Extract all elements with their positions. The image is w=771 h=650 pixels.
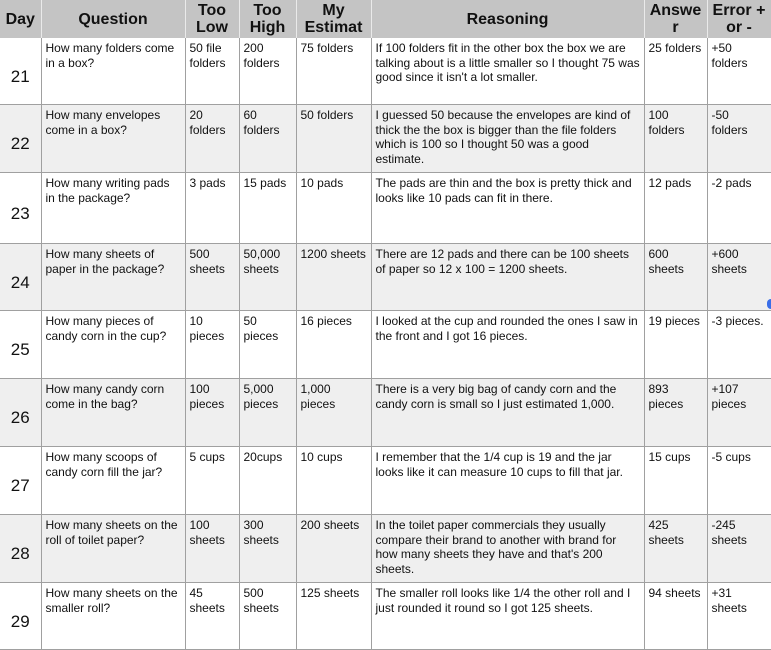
answer-cell: 600 sheets: [644, 244, 707, 311]
reasoning-cell: In the toilet paper commercials they usually compare their brand to another with brand for how many sheets they have and that's 200 sheets.: [371, 515, 644, 583]
too-low-cell: 45 sheets: [185, 583, 239, 650]
too-low-cell: 50 file folders: [185, 38, 239, 105]
error-cell: +31 sheets: [707, 583, 771, 650]
question-cell: How many pieces of candy corn in the cup?: [41, 311, 185, 379]
header-reasoning: Reasoning: [371, 0, 644, 38]
too-low-cell: 3 pads: [185, 173, 239, 244]
too-high-cell: 300 sheets: [239, 515, 296, 583]
table-row: [0, 515, 771, 583]
too-low-cell: 500 sheets: [185, 244, 239, 311]
too-high-cell: 200 folders: [239, 38, 296, 105]
reasoning-cell: There is a very big bag of candy corn and the candy corn is small so I just estimated 1,000.: [371, 379, 644, 447]
error-cell: -3 pieces.: [707, 311, 771, 379]
header-day: Day: [0, 0, 41, 38]
header-answer: Answe r: [644, 0, 707, 38]
error-cell: +600 sheets: [707, 244, 771, 311]
estimate-cell: 200 sheets: [296, 515, 371, 583]
question-cell: How many sheets on the smaller roll?: [41, 583, 185, 650]
estimate-cell: 50 folders: [296, 105, 371, 173]
too-high-cell: 50,000 sheets: [239, 244, 296, 311]
reasoning-cell: I guessed 50 because the envelopes are kind of thick the the box is bigger than the file folders which is 100 so I thought 50 was a good estimate.: [371, 105, 644, 173]
estimate-cell: 1200 sheets: [296, 244, 371, 311]
day-cell: 29: [0, 583, 41, 650]
table-row: [0, 105, 771, 173]
estimate-cell: 10 pads: [296, 173, 371, 244]
reasoning-cell: The smaller roll looks like 1/4 the other roll and I just rounded it round so I got 125 sheets.: [371, 583, 644, 650]
reasoning-cell: If 100 folders fit in the other box the box we are talking about is a little smaller so I thought 75 was good since it isn't a lot smaller.: [371, 38, 644, 105]
day-cell: 22: [0, 105, 41, 173]
too-high-cell: 60 folders: [239, 105, 296, 173]
day-cell: 28: [0, 515, 41, 583]
error-cell: -245 sheets: [707, 515, 771, 583]
answer-cell: 425 sheets: [644, 515, 707, 583]
answer-cell: 25 folders: [644, 38, 707, 105]
estimate-cell: 75 folders: [296, 38, 371, 105]
answer-cell: 100 folders: [644, 105, 707, 173]
answer-cell: 893 pieces: [644, 379, 707, 447]
table-row: [0, 38, 771, 105]
day-cell: 27: [0, 447, 41, 515]
table-row: [0, 244, 771, 311]
error-cell: +50 folders: [707, 38, 771, 105]
reasoning-cell: I looked at the cup and rounded the ones I saw in the front and I got 16 pieces.: [371, 311, 644, 379]
error-cell: +107 pieces: [707, 379, 771, 447]
header-row: [0, 0, 771, 38]
header-error: Error + or -: [707, 0, 771, 38]
too-high-cell: 15 pads: [239, 173, 296, 244]
error-cell: -2 pads: [707, 173, 771, 244]
question-cell: How many candy corn come in the bag?: [41, 379, 185, 447]
answer-cell: 15 cups: [644, 447, 707, 515]
question-cell: How many scoops of candy corn fill the jar?: [41, 447, 185, 515]
question-cell: How many writing pads in the package?: [41, 173, 185, 244]
too-low-cell: 100 pieces: [185, 379, 239, 447]
too-low-cell: 20 folders: [185, 105, 239, 173]
question-cell: How many sheets on the roll of toilet paper?: [41, 515, 185, 583]
too-high-cell: 500 sheets: [239, 583, 296, 650]
question-cell: How many envelopes come in a box?: [41, 105, 185, 173]
too-high-cell: 20cups: [239, 447, 296, 515]
error-cell: -5 cups: [707, 447, 771, 515]
header-too-high: Too High: [239, 0, 296, 38]
day-cell: 23: [0, 173, 41, 244]
table-row: [0, 173, 771, 244]
day-cell: 24: [0, 244, 41, 311]
too-high-cell: 5,000 pieces: [239, 379, 296, 447]
answer-cell: 94 sheets: [644, 583, 707, 650]
table-row: [0, 379, 771, 447]
estimate-cell: 16 pieces: [296, 311, 371, 379]
estimate-cell: 1,000 pieces: [296, 379, 371, 447]
too-low-cell: 100 sheets: [185, 515, 239, 583]
estimate-cell: 125 sheets: [296, 583, 371, 650]
too-high-cell: 50 pieces: [239, 311, 296, 379]
question-cell: How many sheets of paper in the package?: [41, 244, 185, 311]
header-my-estimate: My Estimat: [296, 0, 371, 38]
answer-cell: 12 pads: [644, 173, 707, 244]
error-cell: -50 folders: [707, 105, 771, 173]
scroll-edge-marker: [767, 299, 771, 309]
estimate-cell: 10 cups: [296, 447, 371, 515]
reasoning-cell: There are 12 pads and there can be 100 sheets of paper so 12 x 100 = 1200 sheets.: [371, 244, 644, 311]
day-cell: 21: [0, 38, 41, 105]
reasoning-cell: I remember that the 1/4 cup is 19 and the jar looks like it can measure 10 cups to fill that jar.: [371, 447, 644, 515]
table-row: [0, 311, 771, 379]
table-row: [0, 447, 771, 515]
day-cell: 25: [0, 311, 41, 379]
too-low-cell: 10 pieces: [185, 311, 239, 379]
table-row: [0, 583, 771, 650]
header-question: Question: [41, 0, 185, 38]
too-low-cell: 5 cups: [185, 447, 239, 515]
answer-cell: 19 pieces: [644, 311, 707, 379]
reasoning-cell: The pads are thin and the box is pretty thick and looks like 10 pads can fit in there.: [371, 173, 644, 244]
day-cell: 26: [0, 379, 41, 447]
header-too-low: Too Low: [185, 0, 239, 38]
question-cell: How many folders come in a box?: [41, 38, 185, 105]
